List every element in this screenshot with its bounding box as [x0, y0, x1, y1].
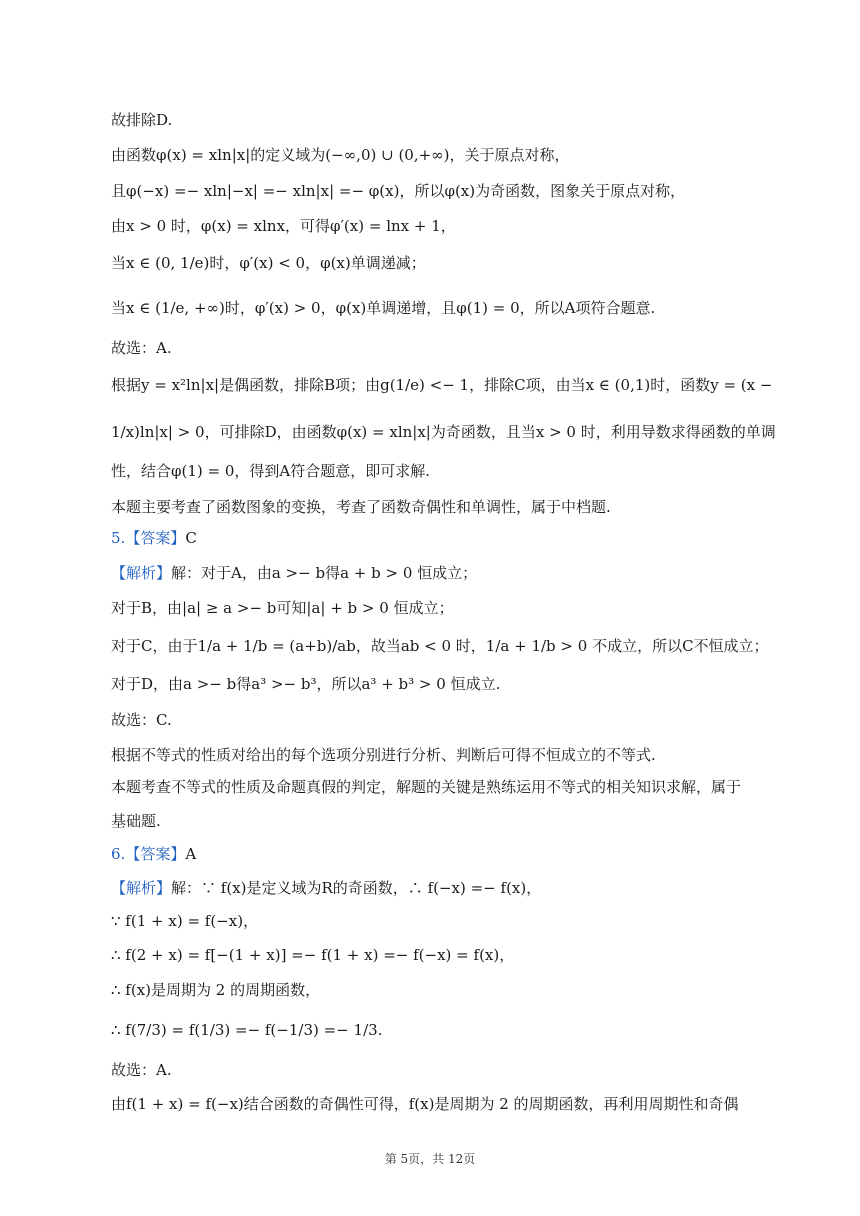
- answer-heading-6: [111, 844, 196, 864]
- text-line: 基础题.: [111, 812, 161, 830]
- text-line: 解：∵ f(x)是定义域为R的奇函数，∴ f(−x) =− f(x)，: [171, 879, 542, 897]
- analysis-tag: 【解析】: [111, 879, 172, 897]
- answer-heading-5: [111, 528, 197, 548]
- text-line: 当x ∈ (1/e, +∞)时，φ′(x) > 0，φ(x)单调递增，且φ(1) = 0，所以A项符合题意.: [111, 299, 656, 317]
- text-line: 对于C，由于1/a + 1/b = (a+b)/ab，故当ab < 0 时，1/a + 1/b > 0 不成立，所以C不恒成立；: [111, 637, 769, 655]
- text-line: ∵ f(1 + x) = f(−x)，: [111, 912, 259, 930]
- text-line: 故选：A.: [111, 339, 172, 357]
- text-line: 1/x)ln|x| > 0，可排除D，由函数φ(x) = xln|x|为奇函数，且当x > 0 时，利用导数求得函数的单调: [111, 423, 776, 441]
- text-line: 性，结合φ(1) = 0，得到A符合题意，即可求解.: [111, 462, 431, 480]
- text-line: 对于B，由|a| ≥ a >− b可知|a| + b > 0 恒成立；: [111, 599, 454, 617]
- analysis-line: [111, 563, 477, 583]
- text-line: 故选：A.: [111, 1061, 172, 1079]
- analysis-tag: 【解析】: [111, 564, 172, 582]
- answer-tag: 【答案】: [125, 845, 186, 863]
- text-line: 本题主要考查了函数图象的变换，考查了函数奇偶性和单调性，属于中档题.: [111, 498, 611, 516]
- text-line: 且φ(−x) =− xln|−x| =− xln|x| =− φ(x)，所以φ(x)为奇函数，图象关于原点对称，: [111, 182, 686, 200]
- text-line: 由函数φ(x) = xln|x|的定义域为(−∞,0) ∪ (0,+∞)，关于原点对称，: [111, 146, 570, 164]
- answer-value: A: [185, 845, 197, 863]
- text-line: ∴ f(x)是周期为 2 的周期函数，: [111, 981, 321, 999]
- text-line: 根据y = x²ln|x|是偶函数，排除B项；由g(1/e) <− 1，排除C项，由当x ∈ (0,1)时，函数y = (x −: [111, 376, 773, 394]
- text-line: 故选：C.: [111, 711, 172, 729]
- text-line: ∴ f(7/3) = f(1/3) =− f(−1/3) =− 1/3.: [111, 1021, 383, 1039]
- text-line: 由f(1 + x) = f(−x)结合函数的奇偶性可得，f(x)是周期为 2 的周期函数，再利用周期性和奇偶: [111, 1095, 739, 1113]
- answer-value: C: [185, 529, 197, 547]
- text-line: 根据不等式的性质对给出的每个选项分别进行分析、判断后可得不恒成立的不等式.: [111, 746, 656, 764]
- page-footer: 第 5页，共 12页: [384, 1152, 476, 1166]
- text-line: 解：对于A，由a >− b得a + b > 0 恒成立；: [171, 564, 478, 582]
- question-number: 5.: [111, 529, 126, 547]
- text-line: 对于D，由a >− b得a³ >− b³，所以a³ + b³ > 0 恒成立.: [111, 675, 501, 693]
- text-line: 本题考查不等式的性质及命题真假的判定，解题的关键是熟练运用不等式的相关知识求解，属于: [111, 778, 742, 796]
- question-number: 6.: [111, 845, 126, 863]
- text-line: 当x ∈ (0, 1/e)时，φ′(x) < 0，φ(x)单调递减；: [111, 254, 426, 272]
- text-line: 故排除D.: [111, 111, 173, 129]
- text-line: 由x > 0 时，φ(x) = xlnx，可得φ′(x) = lnx + 1，: [111, 217, 456, 235]
- answer-tag: 【答案】: [125, 529, 186, 547]
- text-line: ∴ f(2 + x) = f[−(1 + x)] =− f(1 + x) =− f(−x) = f(x)，: [111, 946, 515, 964]
- analysis-line: [111, 878, 541, 898]
